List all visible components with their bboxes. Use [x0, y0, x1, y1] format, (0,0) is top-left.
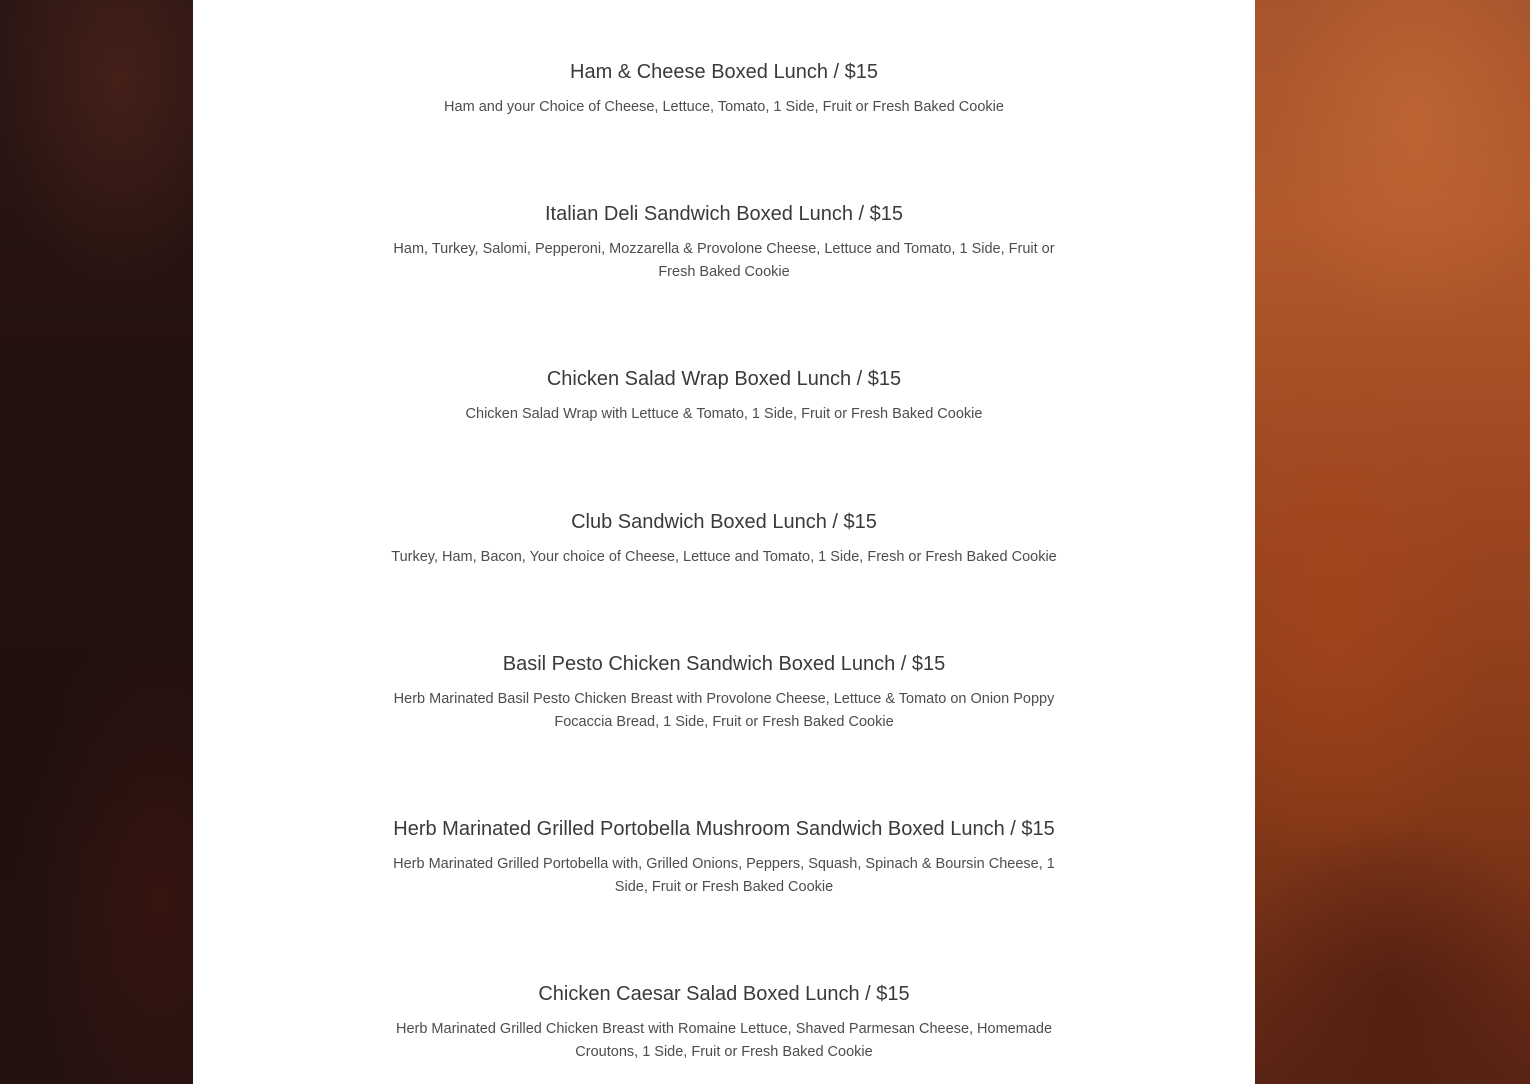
menu-item-description: Herb Marinated Grilled Portobella with, Grilled Onions, Peppers, Squash, Spinach & Boursin Cheese, 1 Side, Fruit or Fresh Baked Cookie — [393, 856, 1055, 895]
menu-item-description: Herb Marinated Basil Pesto Chicken Breast with Provolone Cheese, Lettuce & Tomato on Onion Poppy Focaccia Bread, 1 Side, Fruit or Fresh Baked Cookie — [393, 691, 1055, 730]
menu-item-title: Herb Marinated Grilled Portobella Mushroom Sandwich Boxed Lunch / $15 — [393, 818, 1055, 840]
menu-item-ham-cheese — [193, 59, 1255, 119]
menu-item-description: Ham, Turkey, Salomi, Pepperoni, Mozzarella & Provolone Cheese, Lettuce and Tomato, 1 Side, Fruit or Fresh Baked Cookie — [393, 241, 1055, 280]
right-background — [1255, 0, 1530, 1084]
menu-item-chicken-caesar-salad — [193, 981, 1255, 1064]
menu-item-title: Italian Deli Sandwich Boxed Lunch / $15 — [544, 203, 903, 225]
menu-item-title: Club Sandwich Boxed Lunch / $15 — [571, 511, 877, 533]
menu-item-title: Chicken Caesar Salad Boxed Lunch / $15 — [538, 983, 910, 1005]
menu-item-description: Herb Marinated Grilled Chicken Breast with Romaine Lettuce, Shaved Parmesan Cheese, Homemade Croutons, 1 Side, Fruit or Fresh Baked Cookie — [395, 1021, 1053, 1060]
menu-item-chicken-salad-wrap — [193, 366, 1255, 426]
menu-item-portobella-mushroom — [193, 816, 1255, 899]
menu-item-description: Turkey, Ham, Bacon, Your choice of Cheese, Lettuce and Tomato, 1 Side, Fresh or Fresh Baked Cookie — [391, 549, 1057, 565]
menu-item-title: Basil Pesto Chicken Sandwich Boxed Lunch / $15 — [502, 653, 946, 675]
menu-item-title: Chicken Salad Wrap Boxed Lunch / $15 — [546, 368, 902, 390]
menu-item-basil-pesto-chicken — [193, 651, 1255, 734]
menu-item-title: Ham & Cheese Boxed Lunch / $15 — [570, 61, 878, 83]
menu-item-description: Chicken Salad Wrap with Lettuce & Tomato, 1 Side, Fruit or Fresh Baked Cookie — [465, 406, 983, 422]
menu-content-panel — [193, 0, 1255, 1084]
menu-item-club-sandwich — [193, 509, 1255, 569]
menu-item-description: Ham and your Choice of Cheese, Lettuce, Tomato, 1 Side, Fruit or Fresh Baked Cookie — [444, 99, 1004, 115]
left-background — [0, 0, 193, 1084]
menu-item-italian-deli — [193, 201, 1255, 284]
